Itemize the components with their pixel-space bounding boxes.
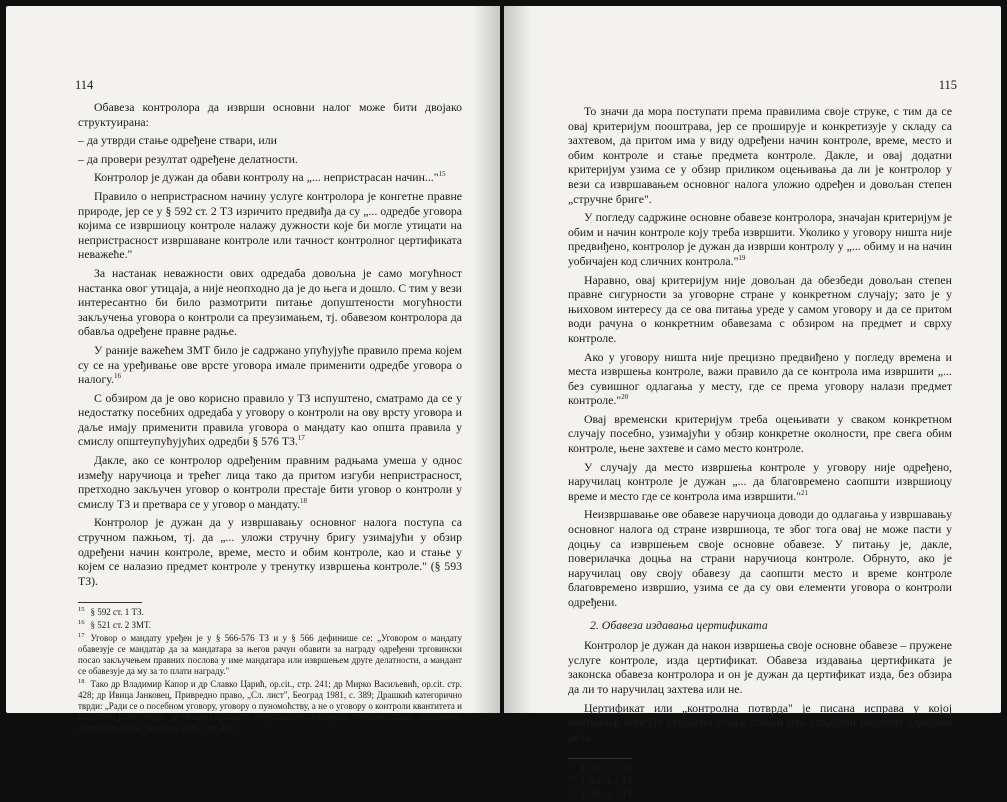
paragraph [568, 507, 952, 609]
footnote-reference: 21 [801, 488, 809, 497]
paragraph [568, 412, 952, 456]
paragraph-text: Наравно, овај критеријум није довољан да обезбеди довољан степен правне сигурности за уговорне стране у конкретном случају; зато је у њиховом интересу да се ова питања уреде у самом уговору и да се притом води рачуна о конкретним обавезама с обзиром на предмет и сврху контроле. [568, 272, 952, 345]
paragraph [568, 701, 952, 745]
footnote-number: 19 [568, 762, 575, 770]
paragraph-text: Ако у уговору ништа није прецизно предвиђено у погледу времена и места извршења контроле, важи правило да се контрола има извршити „... без сувишног одлагања у месту, где се према уговору налази предмет контроле." [568, 349, 952, 408]
left-page-number: 114 [75, 78, 94, 92]
left-page-body [78, 100, 462, 736]
footnote-text: § 594 ст. 2 ТЗ. [580, 776, 634, 787]
paragraph-text: С обзиром да је ово корисно правило у ТЗ испуштено, сматрамо да се у недостатку посебних одредаба у уговору о контроли на ову врсту уговора и даље имају применити правила уговора о мандату као општа правила у смислу општеупућујућих одредби § 576 ТЗ. [78, 390, 462, 449]
left-page-gutter-shadow [472, 6, 500, 713]
paragraph [568, 350, 952, 408]
footnote-reference: 20 [621, 393, 629, 402]
right-page-gutter-shadow [504, 6, 532, 713]
footnote-number: 17 [78, 632, 85, 640]
right-page-number: 115 [938, 78, 957, 92]
footnote [78, 633, 462, 677]
paragraph [78, 100, 462, 129]
paragraph-text: Контролор је дужан да у извршавању основног налога поступа са стручном пажњом, тј. да „... уложи стручну бригу узимајући у обзир одређени начин контроле, време, место и обим контроле, као и стање у којем се налазио предмет контроле у тренутку извршења контроле." (§ 593 ТЗ). [78, 515, 462, 588]
paragraph-text: За настанак неважности ових одредаба довољна је само могућност настанка овог утицаја, а није неопходно да је до њега и дошло. С тим у вези интересантно би било размотрити питање допуштености могућности закључења уговора о контроли са преузимањем, тј. обавезом контролора да обавља одређене правне радње. [78, 265, 462, 339]
footnote [78, 620, 462, 631]
paragraph-text: Правило о непристрасном начину услуге контролора је конгетне правне природе, јер се у § 592 ст. 2 ТЗ изричито предвиђа да су „... одредбе уговора којима се извршиоцу контроле налажу дужности које би могле утицати на непристрасност извршаване контроле или тачност контролног цертификата неважеће." [78, 188, 462, 262]
footnote-reference: 15 [438, 170, 446, 179]
footnote-reference: 17 [297, 434, 305, 443]
paragraph [78, 133, 462, 148]
footnote [78, 607, 462, 618]
section-heading [590, 618, 952, 633]
footnote-reference: 19 [738, 254, 746, 263]
paragraph-text: – да провери резултат одређене делатности. [78, 151, 298, 166]
paragraph [568, 104, 952, 206]
paragraph-text: Неизвршавање ове обавезе наручиоца доводи до одлагања у извршавању основног налога од стране извршиоца, те због тога овај не може пасти у доцњу са извршењем своје основне обавезе. У питању је, дакле, поверилачка доцња на страни наручиоца контроле. Обрнуто, ако је наручилац ову своју обавезу да саопшти место и време контроле благовремено извршио, узима се да су ови елементи уговора о контроли одређени. [568, 507, 952, 609]
left-page [6, 6, 500, 734]
footnote-text: § 594 ст. 1 ТЗ. [580, 763, 634, 774]
paragraph [78, 170, 462, 185]
paragraph [78, 266, 462, 339]
footnote [568, 776, 952, 787]
paragraph-text: Контролор је дужан да обави контролу на „... непристрасан начин..." [94, 170, 439, 185]
right-page [504, 6, 1001, 800]
paragraph [78, 453, 462, 511]
paragraph-text: Контролор је дужан да након извршења своје основне обавезе – пружене услуге контроле, изда цертификат. Обавеза издавања цертификата је законска обавеза контролора и он је дужан да цертификат изда, без обзира да ли то наручилац захтева или не. [568, 638, 952, 696]
paragraph [568, 273, 952, 346]
footnote-number: 15 [78, 606, 85, 614]
footnote-separator [568, 758, 632, 759]
paragraph [78, 189, 462, 262]
footnote [568, 763, 952, 774]
paragraph-text: – да утврди стање одређене ствари, или [78, 133, 277, 148]
paragraph [568, 460, 952, 504]
footnote-reference: 18 [300, 496, 308, 505]
paragraph-text: У случају да место извршења контроле у уговору није одређено, наручилац контроле је дужан „... да благовремено саопшти извршиоцу време и место где се контрола има извршити." [568, 459, 952, 503]
footnote-reference: 16 [113, 372, 121, 381]
paragraph [78, 515, 462, 588]
paragraph-text: 2. Обавеза издавања цертификата [590, 617, 768, 632]
footnote-text: § 592 ст. 1 ТЗ. [90, 607, 144, 618]
paragraph-text: Цертификат или „контролна потврда" је писана исправа у којој контролор описује утврђено стање ствари или утврђени резултат одређене дела- [568, 700, 952, 744]
right-page-body [568, 104, 952, 802]
footnote [78, 679, 462, 734]
paragraph-text: Овај временски критеријум треба оцењивати у сваком конкретном случају посебно, узимајући у обзир конкретне околности, пре свега обим контроле, њене захтеве и само место контроле. [568, 411, 952, 456]
footnote-text: § 594 ст. 2 ТЗ. [580, 789, 634, 800]
footnote [568, 789, 952, 800]
footnote-number: 21 [568, 788, 575, 796]
footnote-number: 16 [78, 619, 85, 627]
footnote-separator [78, 602, 142, 603]
paragraph [78, 152, 462, 167]
paragraph-text: У раније важећем ЗМТ било је садржано упућујуће правило према којем су се на уређивање ове врсте уговора имале применити одредбе уговора о налогу. [78, 342, 462, 387]
paragraph-text: Дакле, ако се контролор одређеним правним радњама умеша у однос између наручиоца и трећег лица тако да притом изгуби непристрасност, претходно закључен уговор о контроли престаје бити уговор о контроли у смислу ТЗ и претвара се у уговор о мандату. [78, 453, 462, 511]
footnote-text: Уговор о мандату уређен је у § 566-576 ТЗ и у § 566 дефинише се: „Уговором о мандату обавезује се мандатар да за мандатара за његов рачун обавити за награду одређени трговински посао закључењем правних послова у име мандатара или извршењем друге делатности, а мандант се обавезује да му за то плати награду." [78, 633, 462, 677]
footnote-text: § 521 ст. 2 ЗМТ. [90, 620, 151, 631]
footnote-number: 18 [78, 678, 85, 686]
paragraph-text: У погледу садржине основне обавезе контролора, значајан критеријум је обим и начин контроле коју треба извршити. Уколико у уговору ништа није предвиђено, контролор је дужан да изврши контролу у „... обиму и на начин уобичајен код сличних контрола." [568, 210, 952, 268]
paragraph [78, 343, 462, 387]
footnote-number: 20 [568, 775, 575, 783]
paragraph [568, 638, 952, 696]
paragraph [78, 391, 462, 449]
paragraph [568, 210, 952, 268]
paragraph-text: То значи да мора поступати према правилима своје струке, с тим да се овај критеријум пооштрава, јер се проширује и конкретизује у складу са захтевом, да притом има у виду одређени начин контроле, време, место и обим контроле и стање предмета контроле. Дакле, и овај додатни критеријум узима се у обзир приликом оцењивања да ли је контролор у вези са извршавањем основног налога уложио одређен и довољан степен „стручне бриге". [568, 104, 952, 206]
footnote-text: Тако др Владимир Капор и др Славко Царић, op.cit., стр. 241; др Мирко Васиљевић, op.cit. стр. 428; др Ивица Јанковец, Привредно право, „Сл. лист", Београд 1981, с. 389; Драшкић категорично тврди: „Ради се о посебном уговору, уговору о пуномоћству, а не о уговору о контроли квантитета и квалитета робе." Види: др Младен Драшкић, Међународно привредно уговорно право, „Савремена администрација", Београд 1988, стр. 409. [78, 679, 462, 734]
paragraph-text: Обавеза контролора да изврши основни налог може бити двојако структуирана: [78, 100, 462, 129]
